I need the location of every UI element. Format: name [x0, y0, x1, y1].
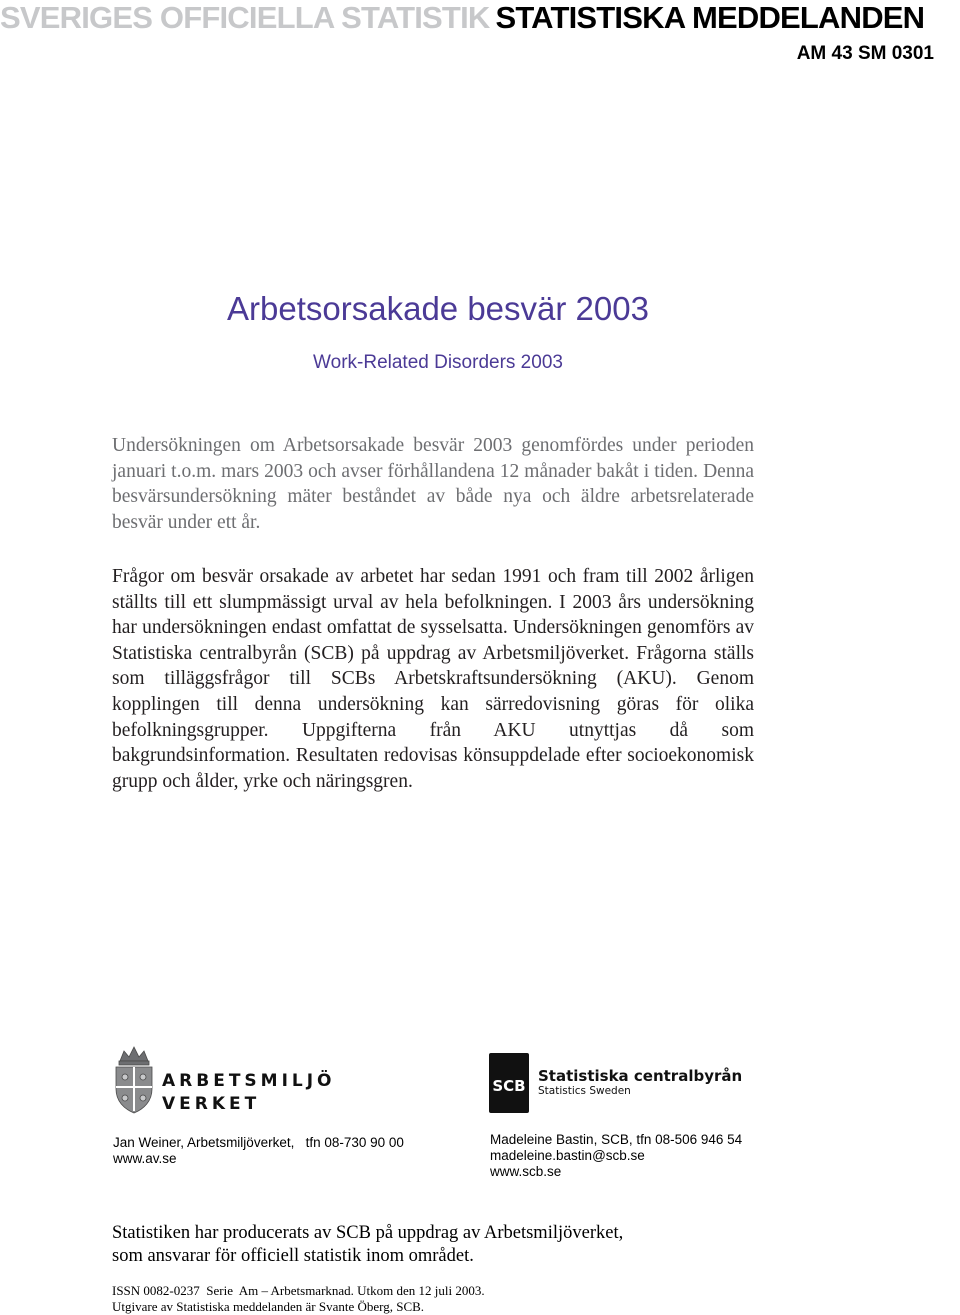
intro-paragraph: Undersökningen om Arbetsorsakade besvär 2003 genomfördes under perioden januari t.o.m. mars 2003 och avser förhållandena 12 månader bakåt i tiden. Denna besvärsundersökning mäter beståndet av både nya och äldre arbetsrelaterade besvär under ett år.: [112, 435, 754, 533]
publication-banner: [0, 0, 960, 36]
scb-logo-icon: [489, 1053, 529, 1113]
method-paragraph: Frågor om besvär orsakade av arbetet har sedan 1991 och fram till 2002 årligen ställts till ett slumpmässigt urval av hela befolkningen. I 2003 års undersökning har undersökningen endast omfattat de sysselsatta. Undersökningen genomförs av Statistiska centralbyrån (SCB) på uppdrag av Arbetsmiljöverket. Frågorna ställs som tilläggsfrågor till SCBs Arbetskraftsundersökning (AKU). Genom kopplingen till denna undersökning kan särredovisning göras för olika befolkningsgrupper. Uppgifterna från AKU utnyttjas då som bakgrundsinformation. Resultaten redovisas könsuppdelade efter socioekonomisk grupp och ålder, yrke och näringsgren.: [112, 566, 754, 792]
scb-website-link[interactable]: www.scb.se: [490, 1164, 562, 1179]
av-contact-person: Jan Weiner, Arbetsmiljöverket, tfn 08-730 90 00: [113, 1135, 404, 1150]
av-website-link[interactable]: www.av.se: [113, 1151, 177, 1166]
issn-line: ISSN 0082-0237 Serie Am – Arbetsmarknad. Utkom den 12 juli 2003.: [112, 1283, 485, 1298]
scb-email-link[interactable]: madeleine.bastin@scb.se: [490, 1148, 645, 1163]
publisher-line: Utgivare av Statistiska meddelanden är Svante Öberg, SCB.: [112, 1298, 425, 1314]
series-name: SVERIGES OFFICIELLA STATISTIK: [0, 0, 490, 35]
scb-name: Statistiska centralbyrån: [538, 1067, 743, 1085]
producer-line-2: som ansvarar för officiell statistik inom området.: [112, 1246, 474, 1266]
producer-statement: [112, 1222, 623, 1268]
publication-info: [112, 1283, 485, 1314]
document-id: AM 43 SM 0301: [796, 43, 934, 64]
av-logo-line2: VERKET: [162, 1094, 261, 1114]
swedish-crown-crest-icon: [110, 1045, 158, 1117]
publication-type: STATISTISKA MEDDELANDEN: [495, 0, 925, 35]
scb-mark-text: SCB: [492, 1077, 526, 1095]
av-logo-line1: ARBETSMILJÖ: [162, 1071, 336, 1091]
arbetsmiljoverket-logo-text: [162, 1070, 336, 1116]
report-subtitle: Work-Related Disorders 2003: [313, 352, 563, 373]
contact-scb: [490, 1132, 742, 1180]
report-title: Arbetsorsakade besvär 2003: [227, 290, 649, 327]
producer-line-1: Statistiken har producerats av SCB på uppdrag av Arbetsmiljöverket,: [112, 1223, 624, 1243]
scb-subname: Statistics Sweden: [538, 1085, 631, 1097]
contact-arbetsmiljoverket: [113, 1135, 404, 1167]
scb-contact-person: Madeleine Bastin, SCB, tfn 08-506 946 54: [490, 1132, 743, 1147]
